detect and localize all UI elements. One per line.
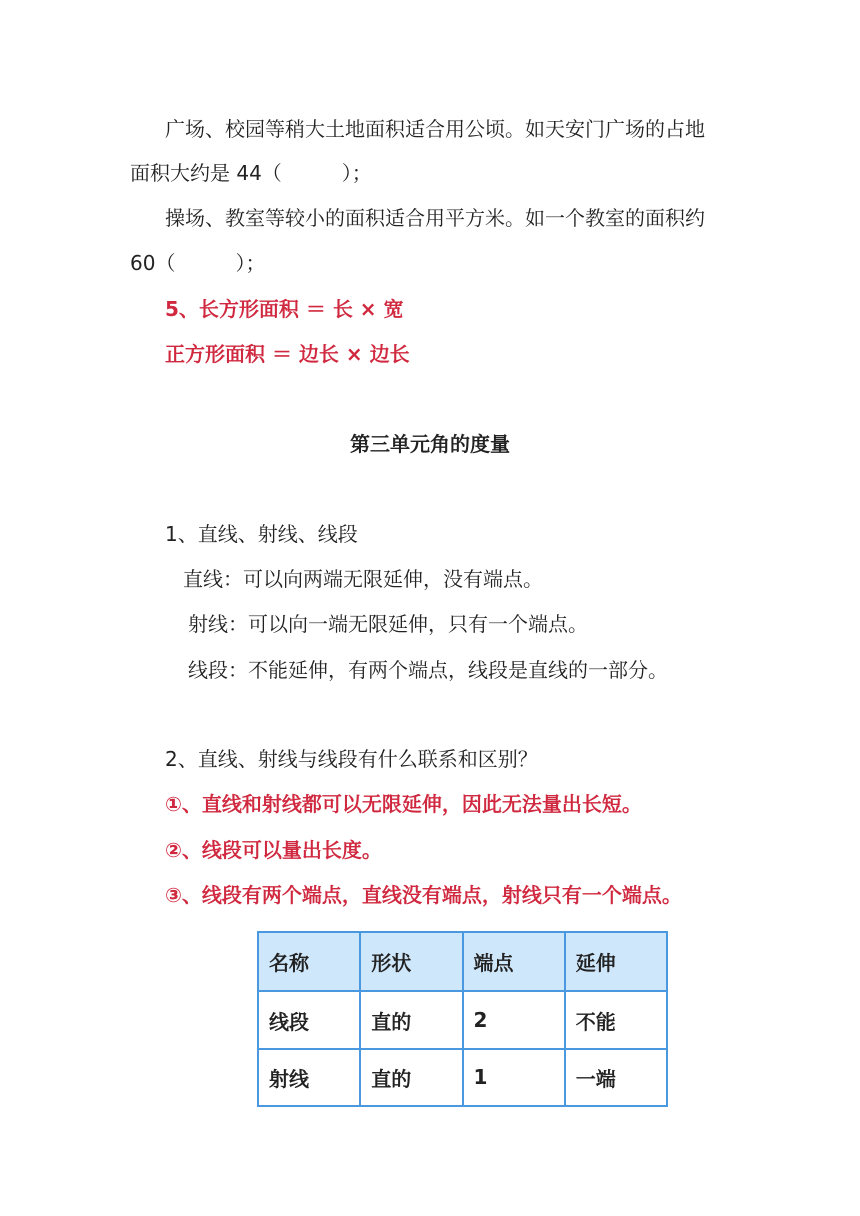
comparison-table <box>257 931 668 1107</box>
table-cell: 线段 <box>258 991 360 1048</box>
paragraph-sqm-line1: 操场、教室等较小的面积适合用平方米。如一个教室的面积约 <box>165 206 705 230</box>
table-header-cell: 形状 <box>360 932 462 991</box>
table-cell: 1 <box>463 1049 565 1106</box>
answer-2: ②、线段可以量出长度。 <box>165 838 382 862</box>
table-cell: 2 <box>463 991 565 1048</box>
table-cell: 射线 <box>258 1049 360 1106</box>
section-title: 第三单元角的度量 <box>350 432 510 456</box>
paragraph-hectare-line1: 广场、校园等稍大土地面积适合用公顷。如天安门广场的占地 <box>165 117 705 141</box>
paragraph-sqm-line2: 60（ ）； <box>130 251 266 275</box>
answer-3: ③、线段有两个端点，直线没有端点，射线只有一个端点。 <box>165 883 682 907</box>
definition-segment: 线段：不能延伸，有两个端点，线段是直线的一部分。 <box>188 658 668 682</box>
answer-1: ①、直线和射线都可以无限延伸，因此无法量出长短。 <box>165 792 642 816</box>
rectangle-area-formula: 5、长方形面积 ＝ 长 × 宽 <box>165 297 404 321</box>
definition-ray: 射线：可以向一端无限延伸，只有一个端点。 <box>188 612 588 636</box>
question-1-heading: 1、直线、射线、线段 <box>165 522 358 546</box>
square-area-formula: 正方形面积 ＝ 边长 × 边长 <box>165 342 410 366</box>
table-header-row <box>258 932 667 991</box>
definition-line: 直线：可以向两端无限延伸，没有端点。 <box>183 567 543 591</box>
table-row <box>258 991 667 1048</box>
table-row <box>258 1049 667 1106</box>
table-cell: 不能 <box>565 991 667 1048</box>
table-cell: 一端 <box>565 1049 667 1106</box>
paragraph-hectare-line2: 面积大约是 44（ ）； <box>130 161 372 185</box>
table-header-cell: 端点 <box>463 932 565 991</box>
table-header-cell: 延伸 <box>565 932 667 991</box>
table-cell: 直的 <box>360 991 462 1048</box>
question-2-heading: 2、直线、射线与线段有什么联系和区别？ <box>165 747 538 771</box>
table-cell: 直的 <box>360 1049 462 1106</box>
table-header-cell: 名称 <box>258 932 360 991</box>
